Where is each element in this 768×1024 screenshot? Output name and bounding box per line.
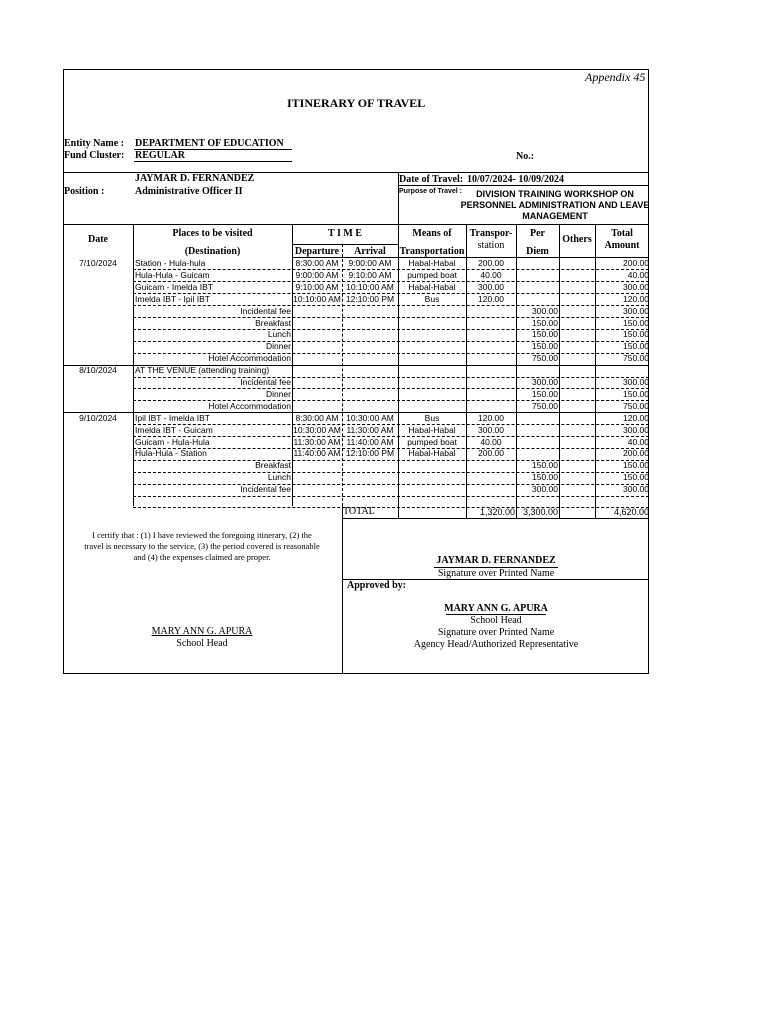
row-diem: 150.00 — [532, 341, 558, 352]
row-total: 150.00 — [623, 460, 649, 471]
row-transport: 300.00 — [478, 281, 504, 292]
fund-label: Fund Cluster: — [64, 150, 125, 161]
approved-title: School Head — [470, 615, 522, 626]
row-divider — [133, 507, 649, 508]
row-departure: 8:30:00 AM — [295, 412, 339, 423]
certify-line2: travel is necessary to the service, (3) the period covered is reasonable — [84, 541, 320, 551]
row-transport: 120.00 — [478, 293, 504, 304]
col-arrival: Arrival — [354, 246, 386, 257]
col-places: Places to be visited — [172, 228, 253, 239]
row-total: 150.00 — [623, 472, 649, 483]
total-label: TOTAL — [343, 506, 375, 517]
row-diem: 150.00 — [532, 317, 558, 328]
row-arrival: 10:10:00 AM — [346, 281, 394, 292]
position-value: Administrative Officer II — [135, 186, 243, 197]
purpose-line1: DIVISION TRAINING WORKSHOP ON — [476, 189, 634, 199]
row-date: 9/10/2024 — [79, 412, 117, 423]
traveler-name: JAYMAR D. FERNANDEZ — [135, 173, 255, 184]
row-place: Station - Hula-hula — [135, 258, 206, 268]
row-arrival: 9:10:00 AM — [348, 269, 392, 280]
row-departure: 10:30:00 AM — [293, 424, 341, 435]
row-total: 300.00 — [623, 484, 649, 495]
row-diem: 300.00 — [532, 305, 558, 316]
row-arrival: 12:10:00 PM — [345, 448, 395, 459]
row-means: Habal-Habal — [408, 448, 456, 459]
row-total: 300.00 — [623, 424, 649, 435]
col-transport1: Transpor- — [469, 228, 513, 239]
row-departure: 9:10:00 AM — [295, 281, 339, 292]
total-transport: 1,320.00 — [479, 507, 515, 517]
row-diem: 300.00 — [532, 484, 558, 495]
row-departure: 9:00:00 AM — [295, 269, 339, 280]
purpose-label: Purpose of Travel : — [399, 188, 463, 195]
row-place: Lunch — [267, 329, 291, 340]
row-total: 200.00 — [623, 258, 649, 268]
row-total: 150.00 — [623, 341, 649, 352]
certify-line1: I certify that : (1) I have reviewed the foregoing itinerary, (2) the — [92, 530, 312, 540]
row-total: 150.00 — [623, 388, 649, 399]
certify-signer: MARY ANN G. APURA — [151, 626, 253, 637]
row-total: 40.00 — [627, 269, 649, 280]
purpose-line3: MANAGEMENT — [522, 211, 588, 221]
row-diem: 750.00 — [532, 353, 558, 364]
row-total: 120.00 — [623, 293, 649, 304]
row-total: 40.00 — [627, 436, 649, 447]
row-diem: 300.00 — [532, 377, 558, 387]
total-diem: 3,300.00 — [522, 507, 558, 517]
row-place: Guicam - Imelda IBT — [135, 281, 213, 292]
row-transport: 120.00 — [478, 412, 504, 423]
row-total: 300.00 — [623, 377, 649, 387]
col-others: Others — [562, 234, 592, 245]
row-date: 7/10/2024 — [79, 258, 117, 268]
row-date: 8/10/2024 — [79, 365, 117, 376]
approved-caption1: Signature over Printed Name — [437, 627, 555, 638]
row-departure: 10:10:00 AM — [293, 293, 341, 304]
row-transport: 300.00 — [478, 424, 504, 435]
row-place: Imelda IBT - Guicam — [135, 424, 213, 435]
row-place: Breakfast — [255, 317, 291, 328]
row-place: Ipil IBT - Imelda IBT — [135, 412, 210, 423]
col-means: Means of — [412, 228, 452, 239]
row-arrival: 11:30:00 AM — [346, 424, 394, 435]
approved-caption2: Agency Head/Authorized Representative — [413, 639, 579, 650]
row-departure: 11:40:00 AM — [293, 448, 341, 459]
row-place: Dinner — [265, 341, 291, 352]
certify-line3: and (4) the expenses claimed are proper. — [133, 552, 271, 562]
row-place: Lunch — [267, 472, 291, 483]
row-means: Bus — [424, 293, 440, 304]
row-diem: 150.00 — [532, 472, 558, 483]
col-transport2: station — [477, 240, 505, 251]
row-place: Breakfast — [255, 460, 291, 471]
claimant-name: JAYMAR D. FERNANDEZ — [436, 555, 556, 566]
row-diem: 150.00 — [532, 460, 558, 471]
date-value: 10/07/2024- 10/09/2024 — [467, 174, 564, 185]
no-label: No.: — [516, 151, 535, 162]
entity-value: DEPARTMENT OF EDUCATION — [135, 138, 284, 149]
row-diem: 150.00 — [532, 388, 558, 399]
row-arrival: 12:10:00 PM — [345, 293, 395, 304]
row-total: 120.00 — [623, 412, 649, 423]
row-total: 300.00 — [623, 281, 649, 292]
row-diem: 750.00 — [532, 400, 558, 411]
row-arrival: 11:40:00 AM — [346, 436, 394, 447]
entity-label: Entity Name : — [64, 138, 124, 149]
col-destination: (Destination) — [184, 246, 241, 257]
row-departure: 11:30:00 AM — [293, 436, 341, 447]
col-date: Date — [88, 234, 108, 245]
row-means: Habal-Habal — [408, 258, 456, 268]
row-place: Incidental fee — [240, 484, 291, 495]
certify-signer-title: School Head — [176, 638, 228, 649]
row-arrival: 9:00:00 AM — [348, 258, 392, 268]
row-arrival: 10:30:00 AM — [346, 412, 394, 423]
position-label: Position : — [64, 186, 105, 197]
row-place: Incidental fee — [240, 305, 291, 316]
row-transport: 40.00 — [480, 436, 502, 447]
row-total: 150.00 — [623, 317, 649, 328]
col-diem: Diem — [526, 246, 549, 257]
col-per: Per — [530, 228, 545, 239]
row-means: pumped boat — [407, 269, 457, 280]
row-total: 300.00 — [623, 305, 649, 316]
row-diem: 150.00 — [532, 329, 558, 340]
approved-name: MARY ANN G. APURA — [444, 603, 548, 614]
row-place: Hula-Hula - Station — [135, 448, 207, 459]
col-time: T I M E — [328, 228, 362, 239]
row-means: Bus — [424, 412, 440, 423]
row-transport: 200.00 — [478, 258, 504, 268]
row-transport: 200.00 — [478, 448, 504, 459]
col-total: Total — [611, 228, 633, 239]
row-place: Hotel Accommodation — [208, 400, 291, 411]
fund-value: REGULAR — [135, 150, 186, 161]
row-transport: 40.00 — [480, 269, 502, 280]
total-amount: 4,620.00 — [613, 507, 649, 517]
row-place: AT THE VENUE (attending training) — [135, 365, 270, 376]
row-total: 750.00 — [623, 400, 649, 411]
appendix-label: Appendix 45 — [585, 70, 646, 84]
row-place: Imelda IBT - Ipil IBT — [135, 293, 210, 304]
row-place: Hotel Accommodation — [208, 353, 291, 364]
claimant-caption: Signature over Printed Name — [437, 568, 555, 579]
row-place: Guicam - Hula-Hula — [135, 436, 210, 447]
row-place: Incidental fee — [240, 377, 291, 387]
row-means: Habal-Habal — [408, 424, 456, 435]
row-place: Dinner — [265, 388, 291, 399]
row-means: pumped boat — [407, 436, 457, 447]
purpose-line2: PERSONNEL ADMINISTRATION AND LEAVE — [460, 200, 650, 210]
col-amount: Amount — [604, 240, 640, 251]
row-total: 150.00 — [623, 329, 649, 340]
row-departure: 8:30:00 AM — [295, 258, 339, 268]
row-means: Habal-Habal — [408, 281, 456, 292]
row-total: 750.00 — [623, 353, 649, 364]
row-divider — [133, 496, 649, 497]
approved-label: Approved by: — [347, 580, 406, 591]
row-total: 200.00 — [623, 448, 649, 459]
date-label: Date of Travel: — [399, 174, 464, 185]
col-transportation: Transportation — [399, 246, 465, 257]
row-place: Hula-Hula - Guicam — [135, 269, 210, 280]
col-departure: Departure — [294, 246, 340, 257]
form-title: ITINERARY OF TRAVEL — [287, 96, 426, 110]
